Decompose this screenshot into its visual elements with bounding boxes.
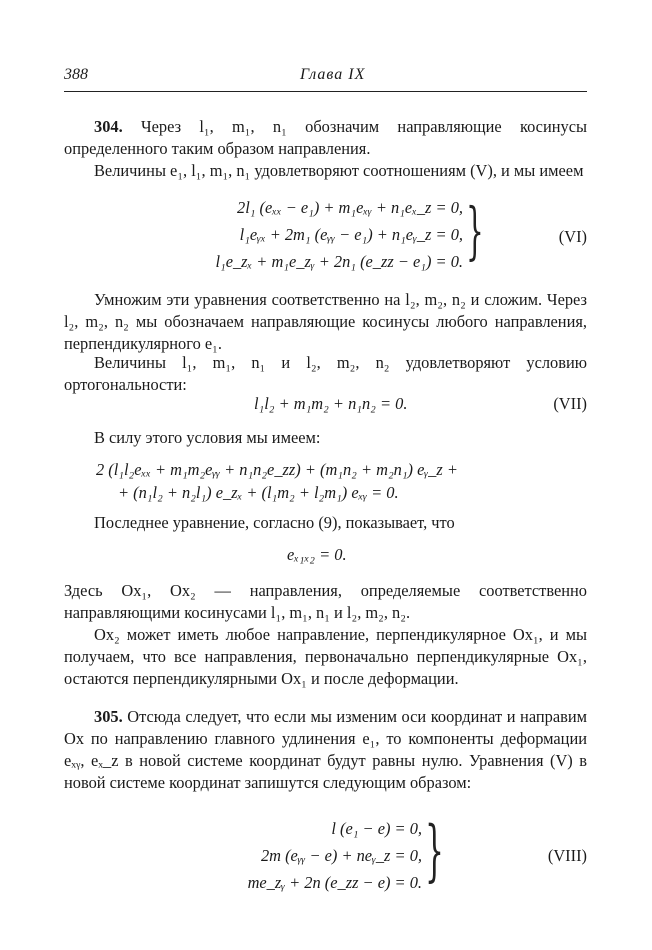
right-brace-viii: } [425,812,444,889]
paragraph-orthogonality: Величины l₁, m₁, n₁ и l₂, m₂, n₂ удовлетворяют условию ортогональности: [64,353,587,394]
equation-label-vii: (VII) [553,394,587,413]
paragraph-304 [64,116,587,160]
equation-ex1x2: eₓ₁ₓ₂ = 0. [287,545,347,564]
paragraph-directions: Здесь Ox₁, Ox₂ — направления, определяемые соответственно направляющими косинусами l₁, m₁, n₁ и l₂, m₂, n₂. [64,581,587,622]
equation-vi-line-2: l₁eᵧₓ + 2m₁ (eᵧᵧ − e₁) + n₁eᵧ_z = 0, [239,225,463,244]
equation-long-line-1: 2 (l₁l₂eₓₓ + m₁m₂eᵧᵧ + n₁n₂e_zz) + (m₁n₂ + m₂n₁) eᵧ_z + [96,460,458,479]
equation-vi-line-1: 2l₁ (eₓₓ − e₁) + m₁eₓᵧ + n₁eₓ_z = 0, [237,198,463,217]
paragraph-305 [64,706,587,794]
section-number-304: 304. [94,117,123,136]
equation-viii-line-2: 2m (eᵧᵧ − e) + neᵧ_z = 0, [260,846,422,865]
paragraph-305-text: Отсюда следует, что если мы изменим оси координат и направим Ox по направлению главного удлинения e₁, то компоненты деформации eₓᵧ, eₓ_z в новой системе координат будут равны нулю. Уравнения (V) в новой системе координат запишутся следующим образом: [64,707,587,792]
equation-vi-line-3: l₁e_zₓ + m₁e_zᵧ + 2n₁ (e_zz − e₁) = 0. [215,252,463,271]
paragraph-quantities: Величины e₁, l₁, m₁, n₁ удовлетворяют соотношениям (V), и мы имеем [94,161,584,180]
equation-long-line-2: + (n₁l₂ + n₂l₁) e_zₓ + (l₁m₂ + l₂m₁) eₓᵧ = 0. [118,483,399,502]
equation-label-vi: (VI) [558,227,587,246]
paragraph-multiply: Умножим эти уравнения соответственно на l₂, m₂, n₂ и сложим. Через l₂, m₂, n₂ мы обозначаем направляющие косинусы любого направления, перпендикулярного e₁. [64,290,587,353]
paragraph-last-equation: Последнее уравнение, согласно (9), показывает, что [94,513,455,532]
paragraph-condition: В силу этого условия мы имеем: [94,428,321,447]
right-brace-vi: } [466,194,484,267]
equation-viii-line-1: l (e₁ − e) = 0, [331,819,422,838]
paragraph-any-direction: Ox₂ может иметь любое направление, перпендикулярное Ox₁, и мы получаем, что все направления, первоначально перпендикулярные Ox₁, остаются перпендикулярными Ox₁ и после деформации. [64,625,587,688]
section-number-305: 305. [94,707,123,726]
page-number: 388 [64,66,88,83]
running-header [64,66,587,88]
chapter-title: Глава IX [300,66,366,83]
equation-viii-line-3: me_zᵧ + 2n (e_zz − e) = 0. [247,873,422,892]
equation-vii: l₁l₂ + m₁m₂ + n₁n₂ = 0. [254,394,408,413]
paragraph-304-text: Через l₁, m₁, n₁ обозначим направляющие косинусы определенного таким образом направления. [64,117,587,158]
equation-label-viii: (VIII) [547,846,587,865]
header-rule [64,91,587,92]
